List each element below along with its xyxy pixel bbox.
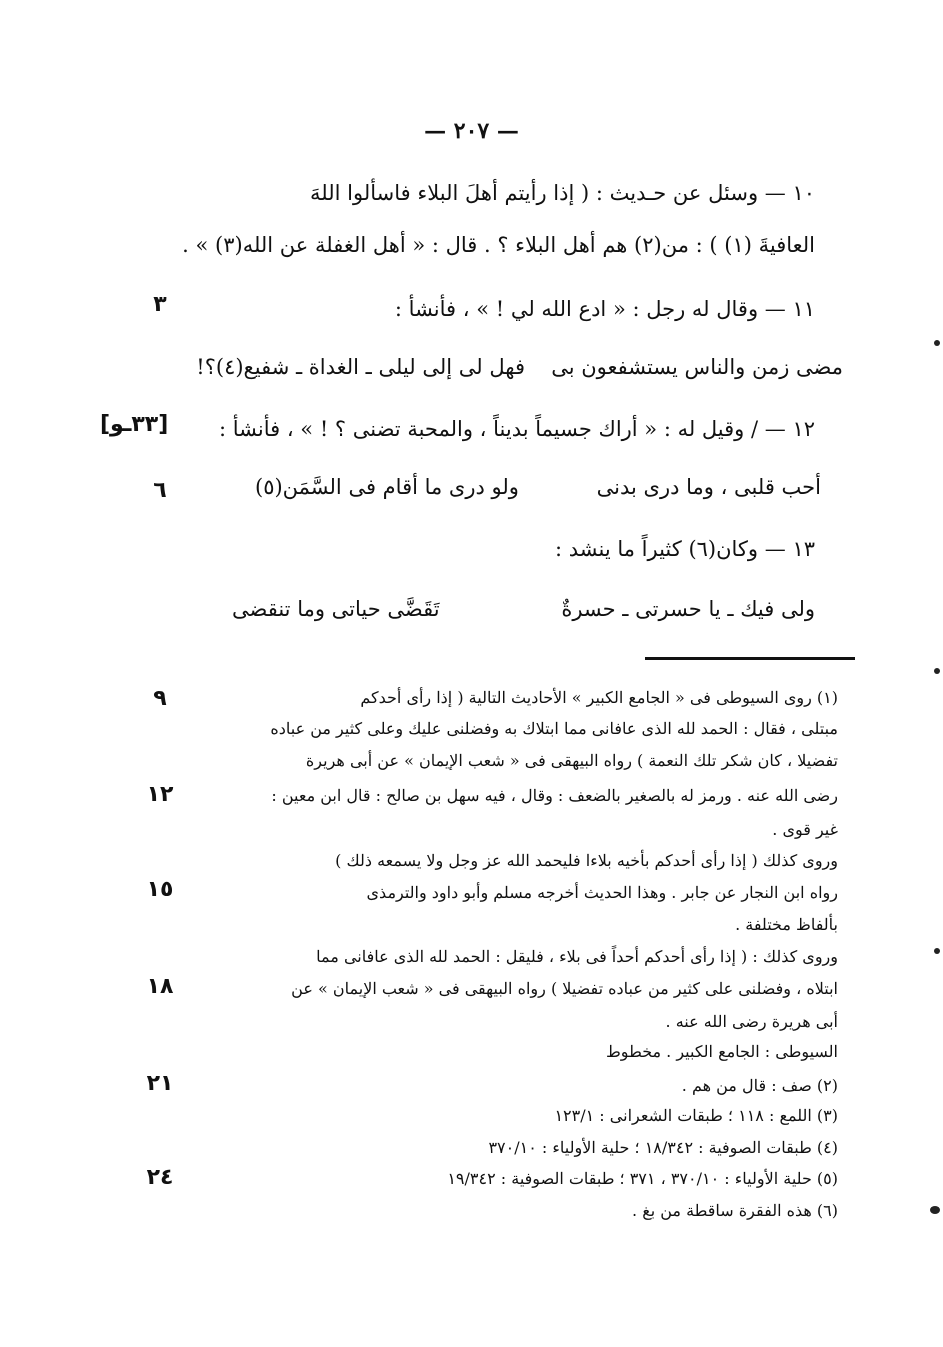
footnote-1-line-2: مبتلى ، فقال : الحمد لله الذى عافانى مما ابتلاك به وفضلنى عليك وعلى كثير من عباده	[270, 719, 838, 738]
page-number: — ٢٠٧ —	[424, 118, 519, 144]
footnote-1-source: السيوطى : الجامع الكبير . مخطوط	[606, 1042, 838, 1061]
footnote-1-line-6: وروى كذلك ( إذا رأى أحدكم بأخيه بلاءا فليحمد الله عز وجل ولا يسمعه ذلك )	[335, 851, 838, 870]
footnote-4: (٤) طبقات الصوفية : ١٨/٣٤٢ ؛ حلية الأولياء : ٣٧٠/١٠	[488, 1138, 838, 1157]
margin-line-number-18: ١٨	[146, 974, 174, 999]
margin-line-number-24: ٢٤	[146, 1165, 174, 1190]
verse-1-first-hemistich: مضى زمن والناس يستشفعون بى	[551, 355, 843, 379]
footnote-1-line-9: وروى كذلك : ( إذا رأى أحدكم أحداً فى بلاء ، فليقل : الحمد لله الذى عافانى مما	[316, 947, 838, 966]
margin-line-number-3: ٣	[153, 292, 167, 317]
folio-mark: [٣٣ـو]	[100, 412, 169, 437]
paragraph-12-line: ١٢ — / وقيل له : « أراك جسيماً بديناً ، والمحبة تضنى ؟ ! » ، فأنشأ :	[219, 417, 815, 441]
scan-speck	[934, 340, 940, 346]
footnote-1-line-4: رضى الله عنه . ورمز له بالصغير بالضعف : وقال ، فيه سهل بن صالح : قال ابن معين :	[271, 786, 838, 805]
footnote-1-line-7: رواه ابن النجار عن جابر . وهذا الحديث أخرجه مسلم وأبو داود والترمذى	[366, 883, 838, 902]
margin-line-number-21: ٢١	[146, 1071, 174, 1096]
footnote-1-line-11: أبى هريرة رضى الله عنه .	[665, 1012, 838, 1031]
footnote-1-line-8: بألفاظ مختلفة .	[735, 915, 838, 934]
footnote-1-line-10: ابتلاه ، وفضلنى على كثير من عباده تفضيلا ) رواه البيهقى فى « شعب الإيمان » عن	[291, 979, 838, 998]
scan-speck	[934, 668, 940, 674]
verse-3-second-hemistich: تَقَضَّى حياتى وما تنقضى	[232, 597, 440, 621]
margin-line-number-9: ٩	[153, 686, 167, 711]
verse-1-second-hemistich: فهل لى إلى ليلى ـ الغداة ـ شفيع(٤)؟!	[196, 355, 525, 379]
footnote-6: (٦) هذه الفقرة ساقطة من بغ .	[632, 1201, 838, 1220]
paragraph-13-line: ١٣ — وكان(٦) كثيراً ما ينشد :	[554, 537, 815, 561]
paragraph-10-line-2: العافيةَ (١) ) : من(٢) هم أهل البلاء ؟ . قال : « أهل الغفلة عن الله(٣) » .	[182, 233, 815, 257]
verse-2-first-hemistich: أحب قلبى ، وما درى بدنى	[596, 475, 821, 499]
verse-2-second-hemistich: ولو درى ما أقام فى السَّمَن(٥)	[255, 475, 519, 499]
paragraph-11-line: ١١ — وقال له رجل : « ادع الله لي ! » ، فأنشأ :	[394, 297, 815, 321]
footnote-1-line-3: تفضيلا ، كان شكر تلك النعمة ) رواه البيهقى فى « شعب الإيمان » عن أبى هريرة	[305, 751, 838, 770]
scan-speck	[930, 1206, 940, 1214]
footnote-5: (٥) حلية الأولياء : ٣٧٠/١٠ ، ٣٧١ ؛ طبقات الصوفية : ١٩/٣٤٢	[447, 1169, 838, 1188]
footnote-divider	[645, 657, 855, 660]
margin-line-number-12: ١٢	[146, 782, 174, 807]
verse-3-first-hemistich: ولى فيك ـ يا حسرتى ـ حسرةٌ	[561, 597, 815, 621]
paragraph-10-line-1: ١٠ — وسئل عن حـديث : ( إذا رأيتم أهلَ البلاء فاسألوا اللهَ	[310, 181, 815, 205]
footnote-1-line-1: (١) روى السيوطى فى « الجامع الكبير » الأحاديث التالية ( إذا رأى أحدكم	[360, 688, 838, 707]
footnote-2: (٢) صف : قال من هم .	[681, 1076, 838, 1095]
footnote-1-line-5: غير قوى .	[772, 820, 838, 839]
scan-speck	[934, 948, 940, 954]
margin-line-number-6: ٦	[153, 478, 167, 503]
margin-line-number-15: ١٥	[146, 877, 174, 902]
footnote-3: (٣) اللمع : ١١٨ ؛ طبقات الشعرانى : ١٢٣/١	[554, 1106, 838, 1125]
